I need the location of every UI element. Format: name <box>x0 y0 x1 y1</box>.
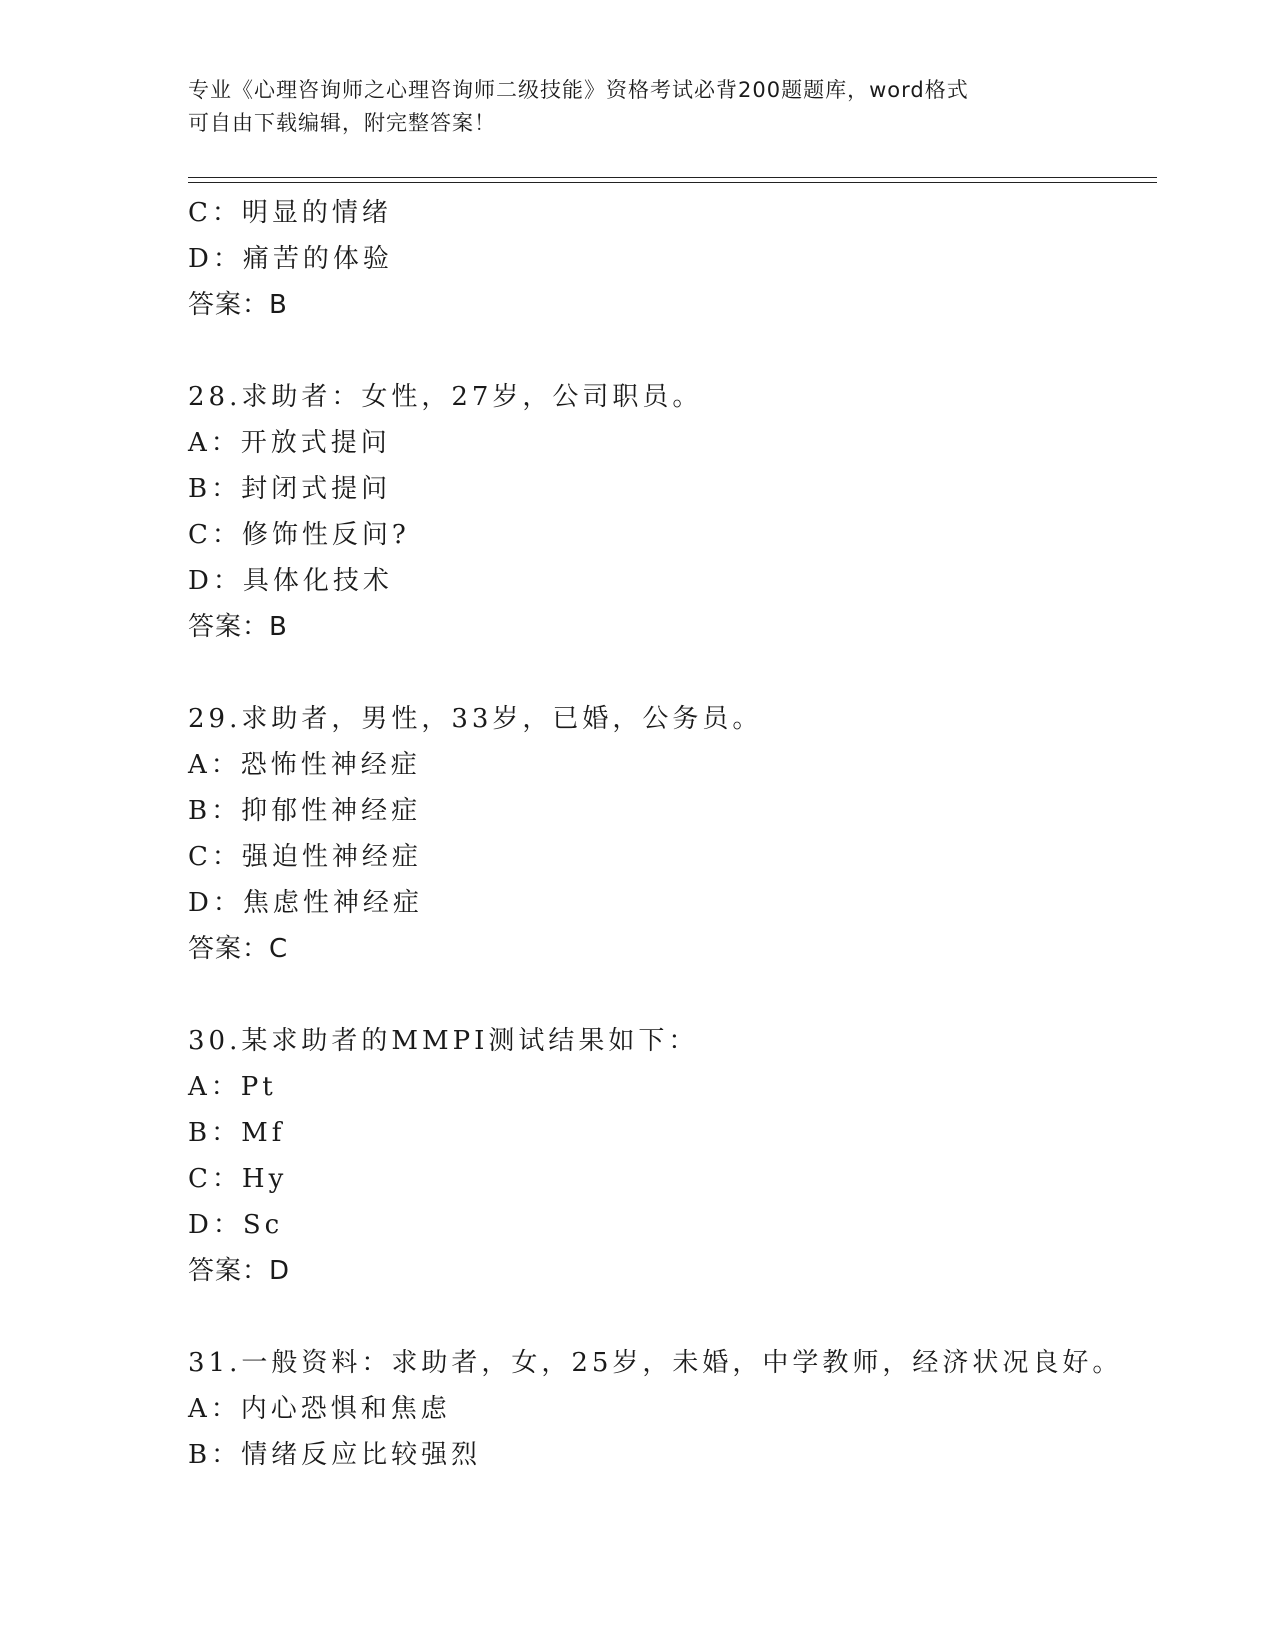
option-a: A：恐怖性神经症 <box>188 750 421 780</box>
header-line-1: 专业《心理咨询师之心理咨询师二级技能》资格考试必背200题题库，word格式 <box>188 78 969 102</box>
option-c: C：明显的情绪 <box>188 198 392 228</box>
answer-line: 答案：B <box>188 290 288 320</box>
option-b: B：封闭式提问 <box>188 474 392 504</box>
question-content <box>188 190 1148 1478</box>
document-header <box>188 74 1088 140</box>
spacer <box>188 1294 1148 1340</box>
question-stem: 29.求助者，男性，33岁，已婚，公务员。 <box>188 704 763 734</box>
question-30 <box>188 1018 1148 1294</box>
option-d: D：焦虑性神经症 <box>188 888 423 918</box>
option-a: A：内心恐惧和焦虑 <box>188 1394 451 1424</box>
answer-line: 答案：B <box>188 612 288 642</box>
option-c: C：Hy <box>188 1164 288 1194</box>
option-a: A：开放式提问 <box>188 428 391 458</box>
answer-line: 答案：C <box>188 934 289 964</box>
header-divider-bottom <box>188 182 1157 183</box>
prev-question-tail <box>188 190 1148 328</box>
question-28 <box>188 374 1148 650</box>
header-divider-top <box>188 177 1157 178</box>
question-stem: 28.求助者：女性，27岁，公司职员。 <box>188 382 703 412</box>
option-c: C：强迫性神经症 <box>188 842 422 872</box>
option-b: B：Mf <box>188 1118 286 1148</box>
question-29 <box>188 696 1148 972</box>
question-stem: 30.某求助者的MMPI测试结果如下： <box>188 1026 699 1056</box>
spacer <box>188 972 1148 1018</box>
option-b: B：情绪反应比较强烈 <box>188 1440 482 1470</box>
answer-line: 答案：D <box>188 1256 291 1286</box>
question-stem: 31.一般资料：求助者，女，25岁，未婚，中学教师，经济状况良好。 <box>188 1348 1123 1378</box>
option-a: A：Pt <box>188 1072 277 1102</box>
option-d: D：痛苦的体验 <box>188 244 393 274</box>
question-31 <box>188 1340 1148 1478</box>
option-b: B：抑郁性神经症 <box>188 796 422 826</box>
spacer <box>188 650 1148 696</box>
option-c: C：修饰性反问? <box>188 520 410 550</box>
option-d: D：Sc <box>188 1210 284 1240</box>
spacer <box>188 328 1148 374</box>
option-d: D：具体化技术 <box>188 566 393 596</box>
header-line-2: 可自由下载编辑，附完整答案！ <box>188 111 496 135</box>
